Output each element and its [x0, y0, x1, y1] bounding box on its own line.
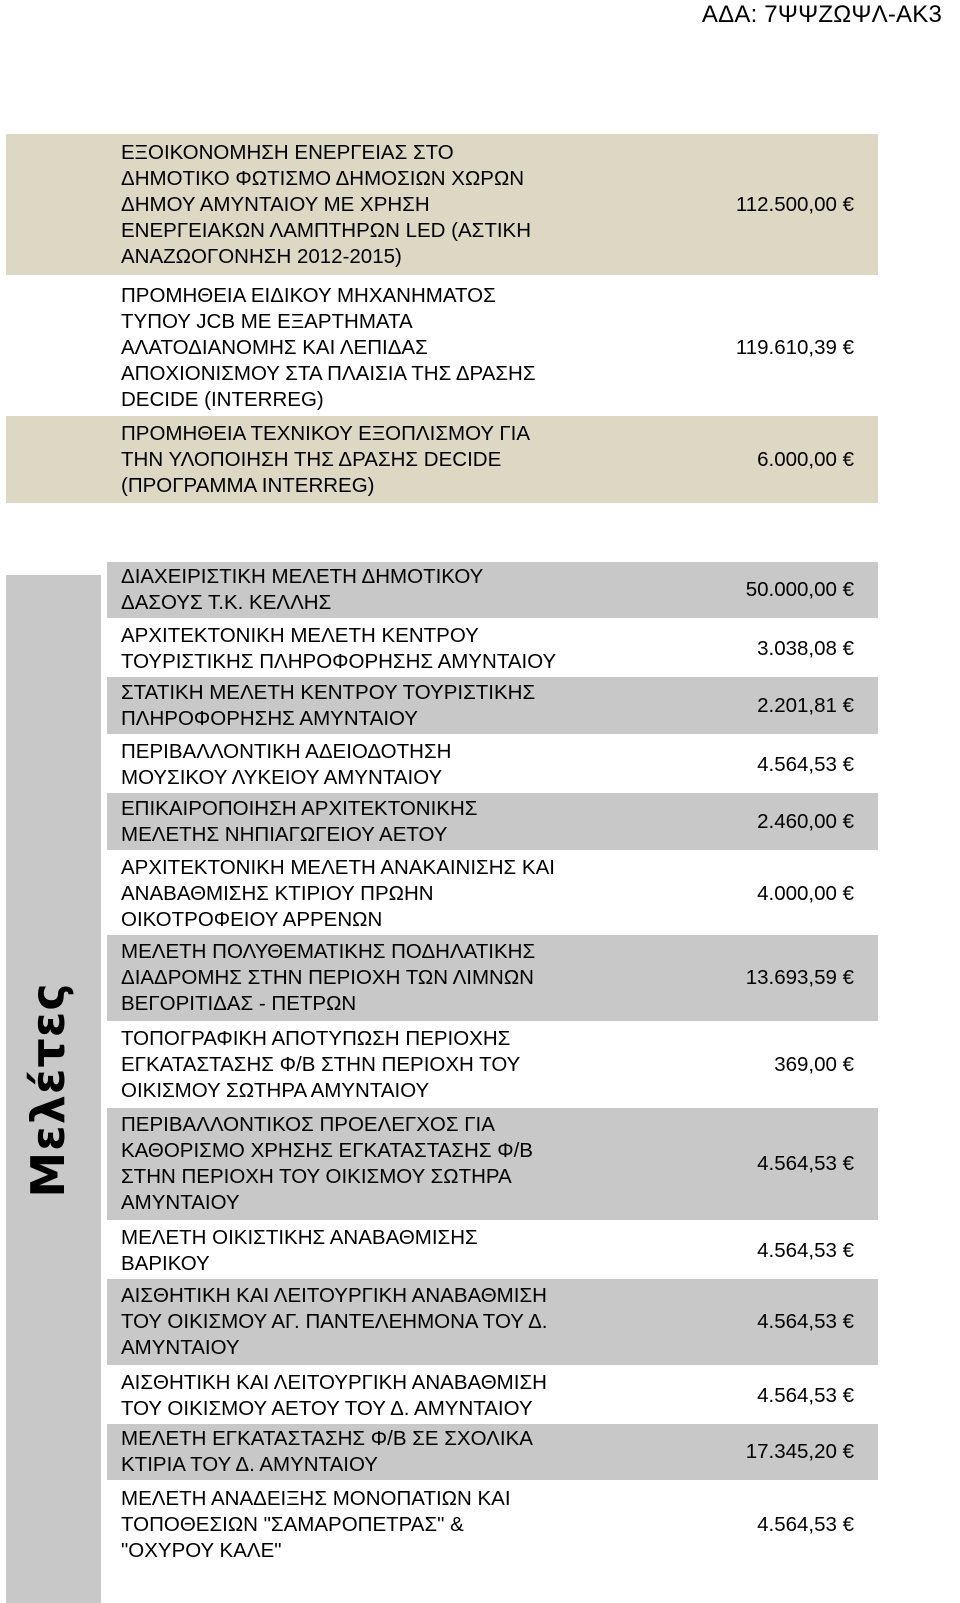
item-description [121, 1482, 661, 1567]
description-line: "ΟΧΥΡΟΥ ΚΑΛΕ" [121, 1538, 282, 1562]
item-description [121, 1279, 661, 1365]
description-line: ΑΡΧΙΤΕΚΤΟΝΙΚΗ ΜΕΛΕΤΗ ΑΝΑΚΑΙΝΙΣΗΣ ΚΑΙ [121, 855, 555, 879]
item-amount: 13.693,59 € [745, 966, 854, 989]
item-amount: 369,00 € [774, 1052, 854, 1076]
item-description [121, 416, 661, 503]
description-line: ΤΟΥ ΟΙΚΙΣΜΟΥ ΑΓ. ΠΑΝΤΕΛΕΗΜΟΝΑ ΤΟΥ Δ. [121, 1310, 548, 1333]
table-row [6, 416, 878, 503]
item-amount: 4.564,53 € [757, 1383, 854, 1407]
table-row [107, 793, 878, 850]
description-line: ΜΕΛΕΤΗ ΠΟΛΥΘΕΜΑΤΙΚΗΣ ΠΟΔΗΛΑΤΙΚΗΣ [121, 940, 536, 963]
description-line: ΟΙΚΟΤΡΟΦΕΙΟΥ ΑΡΡΕΝΩΝ [121, 907, 383, 931]
description-line: ΕΓΚΑΤΑΣΤΑΣΗΣ Φ/Β ΣΤΗΝ ΠΕΡΙΟΧΗ ΤΟΥ [121, 1052, 521, 1076]
description-line: ΤΥΠΟΥ JCB ΜΕ ΕΞΑΡΤΗΜΑΤΑ [121, 309, 413, 333]
description-line: ΜΟΥΣΙΚΟΥ ΛΥΚΕΙΟΥ ΑΜΥΝΤΑΙΟΥ [121, 765, 443, 789]
description-line: ΤΟΠΟΘΕΣΙΩΝ "ΣΑΜΑΡΟΠΕΤΡΑΣ" & [121, 1512, 464, 1536]
description-line: ΜΕΛΕΤΗ ΟΙΚΙΣΤΙΚΗΣ ΑΝΑΒΑΘΜΙΣΗΣ [121, 1225, 478, 1249]
description-line: ΑΝΑΒΑΘΜΙΣΗΣ ΚΤΙΡΙΟΥ ΠΡΩΗΝ [121, 881, 434, 905]
description-line: ΔΑΣΟΥΣ Τ.Κ. ΚΕΛΛΗΣ [121, 591, 332, 614]
description-line: ΠΡΟΜΗΘΕΙΑ ΤΕΧΝΙΚΟΥ ΕΞΟΠΛΙΣΜΟΥ ΓΙΑ [121, 421, 531, 445]
description-line: ΜΕΛΕΤΗΣ ΝΗΠΙΑΓΩΓΕΙΟΥ ΑΕΤΟΥ [121, 822, 448, 846]
table-row [107, 1108, 878, 1220]
table-row [107, 1424, 878, 1480]
description-line: ΜΕΛΕΤΗ ΑΝΑΔΕΙΞΗΣ ΜΟΝΟΠΑΤΙΩΝ ΚΑΙ [121, 1486, 511, 1510]
description-line: ΑΡΧΙΤΕΚΤΟΝΙΚΗ ΜΕΛΕΤΗ ΚΕΝΤΡΟΥ [121, 623, 479, 647]
item-description [121, 935, 661, 1021]
description-line: ΠΕΡΙΒΑΛΛΟΝΤΙΚΗ ΑΔΕΙΟΔΟΤΗΣΗ [121, 739, 452, 763]
item-description [121, 852, 661, 935]
table-row [107, 935, 878, 1021]
item-amount: 3.038,08 € [757, 636, 854, 660]
item-description [121, 1108, 661, 1220]
table-row [107, 1279, 878, 1365]
description-line: ΑΙΣΘΗΤΙΚΗ ΚΑΙ ΛΕΙΤΟΥΡΓΙΚΗ ΑΝΑΒΑΘΜΙΣΗ [121, 1370, 547, 1394]
table-row [6, 134, 878, 275]
description-line: ΔΙΑΔΡΟΜΗΣ ΣΤΗΝ ΠΕΡΙΟΧΗ ΤΩΝ ΛΙΜΝΩΝ [121, 966, 534, 989]
description-line: ΜΕΛΕΤΗ ΕΓΚΑΤΑΣΤΑΣΗΣ Φ/Β ΣΕ ΣΧΟΛΙΚΑ [121, 1427, 533, 1450]
description-line: ΚΤΙΡΙΑ ΤΟΥ Δ. ΑΜΥΝΤΑΙΟΥ [121, 1453, 378, 1476]
description-line: ΑΛΑΤΟΔΙΑΝΟΜΗΣ ΚΑΙ ΛΕΠΙΔΑΣ [121, 335, 428, 359]
item-description [121, 1367, 661, 1424]
table-row [107, 677, 878, 734]
table-row [107, 736, 878, 793]
item-description [121, 134, 661, 275]
table-row [107, 1367, 878, 1424]
item-amount: 4.564,53 € [757, 1152, 854, 1175]
description-line: ΒΑΡΙΚΟΥ [121, 1251, 210, 1275]
description-line: (ΠΡΟΓΡΑΜΜΑ INTERREG) [121, 473, 375, 497]
table-row [107, 620, 878, 677]
description-line: ΣΤΑΤΙΚΗ ΜΕΛΕΤΗ ΚΕΝΤΡΟΥ ΤΟΥΡΙΣΤΙΚΗΣ [121, 680, 536, 704]
description-line: ΒΕΓΟΡΙΤΙΔΑΣ - ΠΕΤΡΩΝ [121, 992, 357, 1015]
item-amount: 2.201,81 € [757, 693, 854, 717]
table-row [107, 1023, 878, 1106]
item-description [121, 1424, 661, 1480]
item-amount: 4.564,53 € [757, 752, 854, 776]
description-line: ΤΟΥΡΙΣΤΙΚΗΣ ΠΛΗΡΟΦΟΡΗΣΗΣ ΑΜΥΝΤΑΙΟΥ [121, 649, 557, 673]
item-description [121, 279, 661, 416]
table-row [107, 1222, 878, 1279]
item-amount: 4.564,53 € [757, 1238, 854, 1262]
table-row [107, 852, 878, 935]
description-line: ΑΠΟΧΙΟΝΙΣΜΟΥ ΣΤΑ ΠΛΑΙΣΙΑ ΤΗΣ ΔΡΑΣΗΣ [121, 361, 536, 385]
description-line: ΠΡΟΜΗΘΕΙΑ ΕΙΔΙΚΟΥ ΜΗΧΑΝΗΜΑΤΟΣ [121, 283, 496, 307]
description-line: ΑΙΣΘΗΤΙΚΗ ΚΑΙ ΛΕΙΤΟΥΡΓΙΚΗ ΑΝΑΒΑΘΜΙΣΗ [121, 1284, 547, 1307]
description-line: ΤΗΝ ΥΛΟΠΟΙΗΣΗ ΤΗΣ ΔΡΑΣΗΣ DECIDE [121, 447, 502, 471]
table-row [107, 1482, 878, 1567]
item-description [121, 677, 661, 734]
item-amount: 4.564,53 € [757, 1512, 854, 1536]
item-amount: 112.500,00 € [735, 192, 854, 216]
studies-label: Μελέτες [21, 982, 75, 1198]
item-amount: 50.000,00 € [745, 578, 854, 601]
description-line: ΕΞΟΙΚΟΝΟΜΗΣΗ ΕΝΕΡΓΕΙΑΣ ΣΤΟ [121, 140, 454, 164]
description-line: ΟΙΚΙΣΜΟΥ ΣΩΤΗΡΑ ΑΜΥΝΤΑΙΟΥ [121, 1078, 430, 1102]
item-amount: 119.610,39 € [735, 335, 854, 359]
ada-code: ΑΔΑ: 7ΨΨΖΩΨΛ-ΑΚ3 [701, 1, 942, 28]
description-line: ΔΙΑΧΕΙΡΙΣΤΙΚΗ ΜΕΛΕΤΗ ΔΗΜΟΤΙΚΟΥ [121, 565, 484, 588]
item-description [121, 1023, 661, 1106]
description-line: ΔΗΜΟΥ ΑΜΥΝΤΑΙΟΥ ΜΕ ΧΡΗΣΗ [121, 192, 430, 216]
table-row [107, 562, 878, 618]
table-row [6, 279, 878, 416]
description-line: ΕΝΕΡΓΕΙΑΚΩΝ ΛΑΜΠΤΗΡΩΝ LED (ΑΣΤΙΚΗ [121, 218, 532, 242]
description-line: ΕΠΙΚΑΙΡΟΠΟΙΗΣΗ ΑΡΧΙΤΕΚΤΟΝΙΚΗΣ [121, 796, 478, 820]
description-line: ΣΤΗΝ ΠΕΡΙΟΧΗ ΤΟΥ ΟΙΚΙΣΜΟΥ ΣΩΤΗΡΑ [121, 1165, 512, 1188]
description-line: ΑΜΥΝΤΑΙΟΥ [121, 1336, 240, 1359]
description-line: ΤΟΥ ΟΙΚΙΣΜΟΥ ΑΕΤΟΥ ΤΟΥ Δ. ΑΜΥΝΤΑΙΟΥ [121, 1396, 533, 1420]
description-line: ΑΜΥΝΤΑΙΟΥ [121, 1191, 240, 1214]
description-line: ΤΟΠΟΓΡΑΦΙΚΗ ΑΠΟΤΥΠΩΣΗ ΠΕΡΙΟΧΗΣ [121, 1026, 511, 1050]
description-line: ΠΛΗΡΟΦΟΡΗΣΗΣ ΑΜΥΝΤΑΙΟΥ [121, 706, 418, 730]
description-line: ΑΝΑΖΩΟΓΟΝΗΣΗ 2012-2015) [121, 244, 402, 268]
item-description [121, 562, 661, 618]
item-amount: 4.564,53 € [757, 1310, 854, 1333]
description-line: ΚΑΘΟΡΙΣΜΟ ΧΡΗΣΗΣ ΕΓΚΑΤΑΣΤΑΣΗΣ Φ/Β [121, 1139, 533, 1162]
description-line: ΔΗΜΟΤΙΚΟ ΦΩΤΙΣΜΟ ΔΗΜΟΣΙΩΝ ΧΩΡΩΝ [121, 166, 525, 190]
item-description [121, 793, 661, 850]
item-amount: 17.345,20 € [745, 1440, 854, 1463]
item-amount: 4.000,00 € [757, 881, 854, 905]
description-line: DECIDE (INTERREG) [121, 387, 324, 411]
item-amount: 2.460,00 € [757, 809, 854, 833]
description-line: ΠΕΡΙΒΑΛΛΟΝΤΙΚΟΣ ΠΡΟΕΛΕΓΧΟΣ ΓΙΑ [121, 1113, 495, 1136]
item-description [121, 736, 661, 793]
item-amount: 6.000,00 € [757, 447, 854, 471]
item-description [121, 1222, 661, 1279]
item-description [121, 620, 661, 677]
